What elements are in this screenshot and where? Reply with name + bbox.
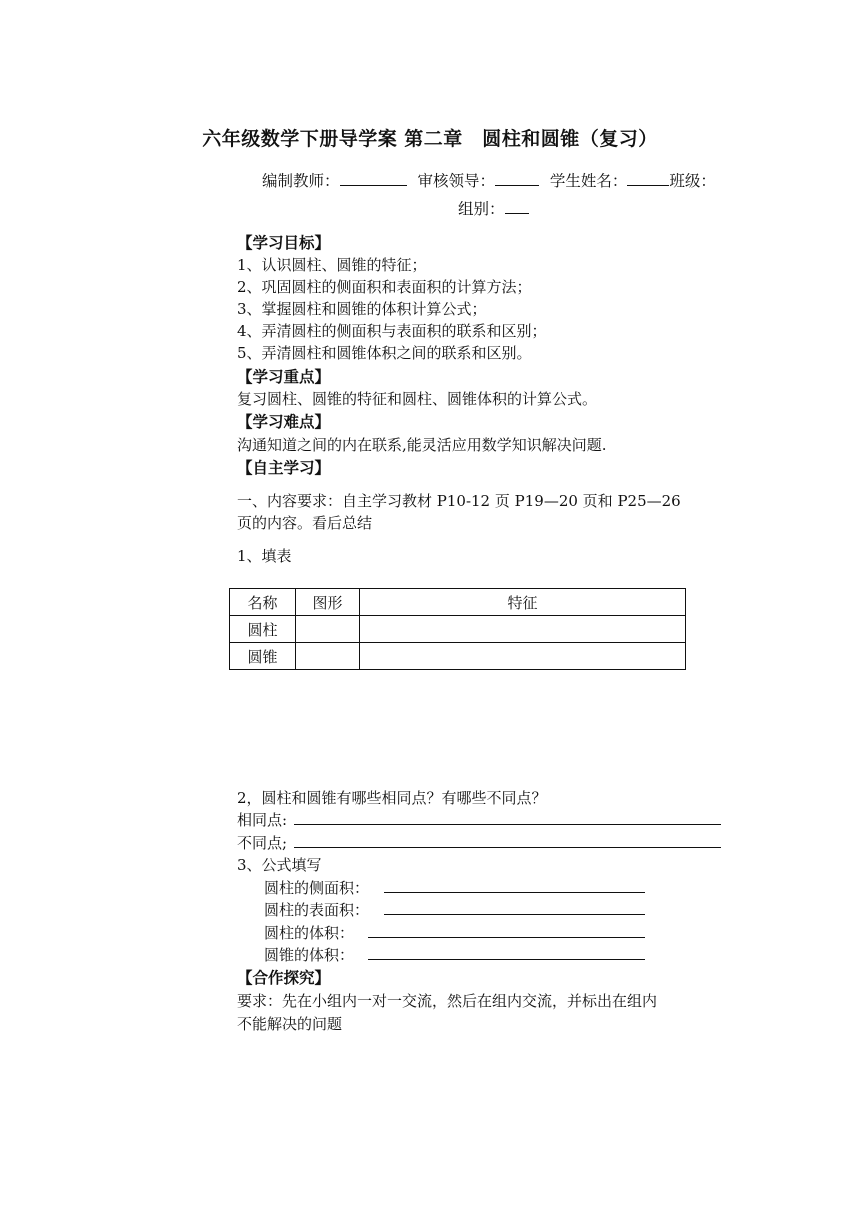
formula-answer-line[interactable] [368,937,645,938]
table-cell[interactable] [360,616,686,643]
diff-answer-line[interactable] [294,847,721,848]
page-title: 六年级数学下册导学案 第二章 圆柱和圆锥（复习） [202,128,658,150]
table-row [230,643,686,670]
table-cell[interactable] [296,616,360,643]
difficulties-heading: 【学习难点】 [237,413,331,431]
same-answer-line[interactable] [294,824,721,825]
formula-label: 圆锥的体积： [264,946,355,964]
formula-label: 圆柱的体积： [264,924,355,942]
question-3: 3、公式填写 [237,856,322,874]
formula-answer-line[interactable] [368,959,645,960]
student-blank[interactable] [627,171,669,186]
self-study-heading: 【自主学习】 [237,459,331,477]
reviewer-label: 审核领导： [417,172,495,190]
objective-item: 4、弄清圆柱的侧面积与表面积的联系和区别； [237,322,547,340]
class-label: 班级： [669,172,716,190]
table-header: 特征 [360,589,686,616]
formula-answer-line[interactable] [384,914,645,915]
teacher-label: 编制教师： [262,172,340,190]
cooperation-heading: 【合作探究】 [237,969,331,987]
teacher-blank[interactable] [340,171,407,186]
features-table [229,588,686,670]
key-points-text: 复习圆柱、圆锥的特征和圆柱、圆锥体积的计算公式。 [237,390,598,408]
table-cell[interactable] [360,643,686,670]
group-label: 组别： [458,200,505,218]
objective-item: 2、巩固圆柱的侧面积和表面积的计算方法； [237,278,532,296]
table-header: 图形 [296,589,360,616]
question-1: 1、填表 [237,547,292,565]
key-points-heading: 【学习重点】 [237,368,331,386]
cooperation-text: 要求：先在小组内一对一交流，然后在组内交流，并标出在组内 [237,992,658,1010]
table-row [230,616,686,643]
meta-line [262,169,716,191]
table-header-row [230,589,686,616]
objective-item: 1、认识圆柱、圆锥的特征； [237,256,427,274]
objective-item: 3、掌握圆柱和圆锥的体积计算公式； [237,300,487,318]
formula-answer-line[interactable] [384,892,645,893]
table-header: 名称 [230,589,296,616]
table-cell[interactable] [296,643,360,670]
table-cell: 圆锥 [230,643,296,670]
group-line [458,197,529,219]
difficulties-text: 沟通知道之间的内在联系,能灵活应用数学知识解决问题. [237,436,607,454]
same-label: 相同点: [237,811,288,829]
objective-item: 5、弄清圆柱和圆锥体积之间的联系和区别。 [237,344,532,362]
self-study-intro: 一、内容要求：自主学习教材 P10-12 页 P19—20 页和 P25—26 [237,492,681,510]
objectives-heading: 【学习目标】 [237,234,331,252]
cooperation-text-cont: 不能解决的问题 [237,1015,343,1033]
question-2: 2，圆柱和圆锥有哪些相同点？有哪些不同点？ [237,789,547,807]
formula-label: 圆柱的表面积： [264,901,370,919]
student-label: 学生姓名： [549,172,628,190]
formula-label: 圆柱的侧面积： [264,879,370,897]
table-cell: 圆柱 [230,616,296,643]
diff-label: 不同点; [237,834,288,852]
self-study-intro-cont: 页的内容。看后总结 [237,514,373,532]
reviewer-blank[interactable] [495,171,539,186]
group-blank[interactable] [505,199,529,214]
